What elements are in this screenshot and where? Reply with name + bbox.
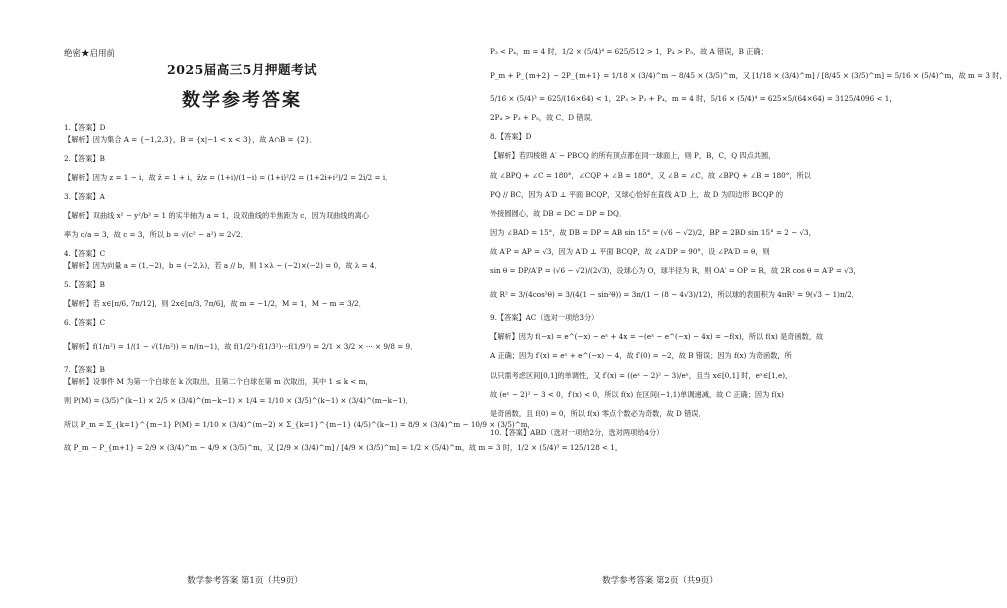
answer-line: 10.【答案】ABD（选对一项给2分，选对两项给4分）	[490, 427, 664, 437]
explanation-line: 2P₄ > P₃ + P₅，故 C、D 错误．	[490, 113, 598, 123]
explanation-line: PQ // BC，因为 A′D ⊥ 平面 BCQP，又球心恰好在直线 A′D 上，故 D 为四边形 BCQP 的	[490, 189, 784, 199]
explanation-line: 因为 ∠BAD = 15°，故 DB = DP = AB sin 15° = (√6 − √2)/2，BP = 2BD sin 15° = 2 − √3，	[490, 227, 816, 237]
explanation-line: P₃ < P₄，m = 4 时，1/2 × (5/4)⁴ = 625/512 > 1，P₄ > P₅，故 A 错误，B 正确；	[490, 47, 768, 56]
explanation-line: 【解析】f(1/n²) = 1/(1 − √(1/n²)) = n/(n−1)，故 f(1/2²)·f(1/3²)···f(1/9²) = 2/1 × 3/2 × ··· × 9/8 = 9．	[64, 341, 418, 351]
explanation-line: 故 ∠BPQ + ∠C = 180°，∠CQP + ∠B = 180°，又 ∠B = ∠C，故 ∠BPQ + ∠B = 180°，所以	[490, 170, 811, 180]
explanation-line: 故 R² = 3/(4cos²θ) = 3/(4(1 − sin²θ)) = 3π/(1 − (8 − 4√3)/12)，所以球的表面积为 4πR² = 9(√3 − 1)π/2．	[490, 289, 859, 299]
explanation-line: 是奇函数，且 f(0) = 0，所以 f(x) 零点个数必为奇数，故 D 错误．	[490, 408, 706, 418]
answer-line: 3.【答案】A	[64, 191, 105, 201]
explanation-line: 【解析】设事件 M 为第一个白球在 k 次取出，且第二个白球在第 m 次取出，其中 1 ≤ k < m，	[64, 376, 373, 386]
answer-line: 5.【答案】B	[64, 279, 105, 289]
page-footer: 数学参考答案 第2页（共9页）	[602, 576, 718, 586]
explanation-line: 外接圆圆心，故 DB = DC = DP = DQ．	[490, 208, 627, 218]
explanation-line: 率为 c/a = 3，故 c = 3，所以 b = √(c² − a²) = 2√2．	[64, 230, 248, 240]
answer-line: 9.【答案】AC（选对一项给3分）	[490, 313, 599, 323]
explanation-line: A 正确；因为 f′(x) = eˣ + e^(−x) − 4，故 f′(0) = −2，故 B 错误；因为 f(x) 为奇函数，所	[490, 351, 792, 361]
answer-line: 7.【答案】B	[64, 365, 105, 375]
explanation-line: 故 P_m − P_{m+1} = 2/9 × (3/4)^m − 4/9 × (3/5)^m，又 [2/9 × (3/4)^m] / [4/9 × (3/5)^m] = 1/2 × (5/4)^m，故 m = 3 时，1/2 × (5/4)³ = 125/128 < 1，	[64, 443, 623, 453]
explanation-line: 【解析】若四棱锥 A′ − PBCQ 的所有顶点都在同一球面上，则 P，B，C，Q 四点共圆，	[490, 151, 776, 161]
answer-line: 8.【答案】D	[490, 132, 532, 142]
explanation-line: 【解析】因为 f(−x) = e^(−x) − eˣ + 4x = −(eˣ − e^(−x) − 4x) = −f(x)，所以 f(x) 是奇函数，故	[490, 332, 824, 342]
explanation-line: 【解析】因为向量 a = (1,−2)，b = (−2,λ)，若 a // b，则 1×λ − (−2)×(−2) = 0，故 λ = 4．	[64, 260, 382, 270]
page-footer: 数学参考答案 第1页（共9页）	[187, 576, 303, 586]
explanation-line: 故 (eˣ − 2)² − 3 < 0，f′(x) < 0，所以 f(x) 在区间(−1,1)单调递减，故 C 正确；因为 f(x)	[490, 389, 784, 399]
explanation-line: 【解析】因为 z = 1 − i，故 z̄ = 1 + i，z̄/z = (1+i)/(1−i) = (1+i)²/2 = (1+2i+i²)/2 = 2i/2 = i．	[64, 172, 393, 182]
answer-line: 4.【答案】C	[64, 249, 106, 259]
answer-line: 6.【答案】C	[64, 318, 106, 328]
answer-line: 1.【答案】D	[64, 123, 106, 132]
confidential-label: 绝密★启用前	[64, 49, 116, 59]
document-title: 数学参考答案	[182, 90, 302, 111]
explanation-line: 5/16 × (5/4)³ = 625/(16×64) < 1，2P₃ > P₂ + P₄，m = 4 时，5/16 × (5/4)⁴ = 625×5/(64×64) = 3125/4096 < 1，	[490, 94, 897, 104]
exam-title: 2025届高三5月押题考试	[167, 62, 317, 77]
explanation-line: 所以 P_m = Σ_{k=1}^{m−1} P(M) = 1/10 × (3/4)^(m−2) × Σ_{k=1}^{m−1} (4/5)^(k−1) = 8/9 × (3/4)^m − 10/9 × (3/5)^m，	[64, 419, 535, 429]
answer-line: 2.【答案】B	[64, 153, 105, 163]
explanation-line: 则 P(M) = (3/5)^(k−1) × 2/5 × (3/4)^(m−k−1) × 1/4 = 1/10 × (3/5)^(k−1) × (3/4)^(m−k−1)．	[64, 395, 413, 405]
page-2	[430, 0, 1007, 608]
explanation-line: 以只需考虑区间[0,1]的单调性，又 f′(x) = ((eˣ − 2)² − 3)/eˣ，且当 x∈[0,1] 时，eˣ∈[1,e)，	[490, 370, 793, 380]
explanation-line: P_m + P_{m+2} − 2P_{m+1} = 1/18 × (3/4)^m − 8/45 × (3/5)^m，又 [1/18 × (3/4)^m] / [8/45 × (3/5)^m] = 5/16 × (5/4)^m，故 m = 3 时，	[490, 70, 1007, 80]
explanation-line: sin θ = DP/A′P = (√6 − √2)/(2√3)，设球心为 O，球半径为 R，则 OA′ = OP = R，故 2R cos θ = A′P = √3，	[490, 266, 861, 276]
answer-body-page-2	[490, 46, 1007, 438]
explanation-line: 【解析】若 x∈[π/6, 7π/12]，则 2x∈[π/3, 7π/6]，故 m = −1/2，M = 1，M − m = 3/2．	[64, 298, 366, 308]
explanation-line: 【解析】因为集合 A = {−1,2,3}，B = {x|−1 < x < 3}，故 A∩B = {2}．	[64, 134, 317, 144]
explanation-line: 【解析】双曲线 x² − y²/b² = 1 的实半轴为 a = 1，设双曲线的半焦距为 c，因为双曲线的离心	[64, 210, 369, 220]
explanation-line: 故 A′P = AP = √3，因为 A′D ⊥ 平面 BCQP，故 ∠A′DP = 90°，设 ∠PA′D = θ，则	[490, 246, 770, 256]
